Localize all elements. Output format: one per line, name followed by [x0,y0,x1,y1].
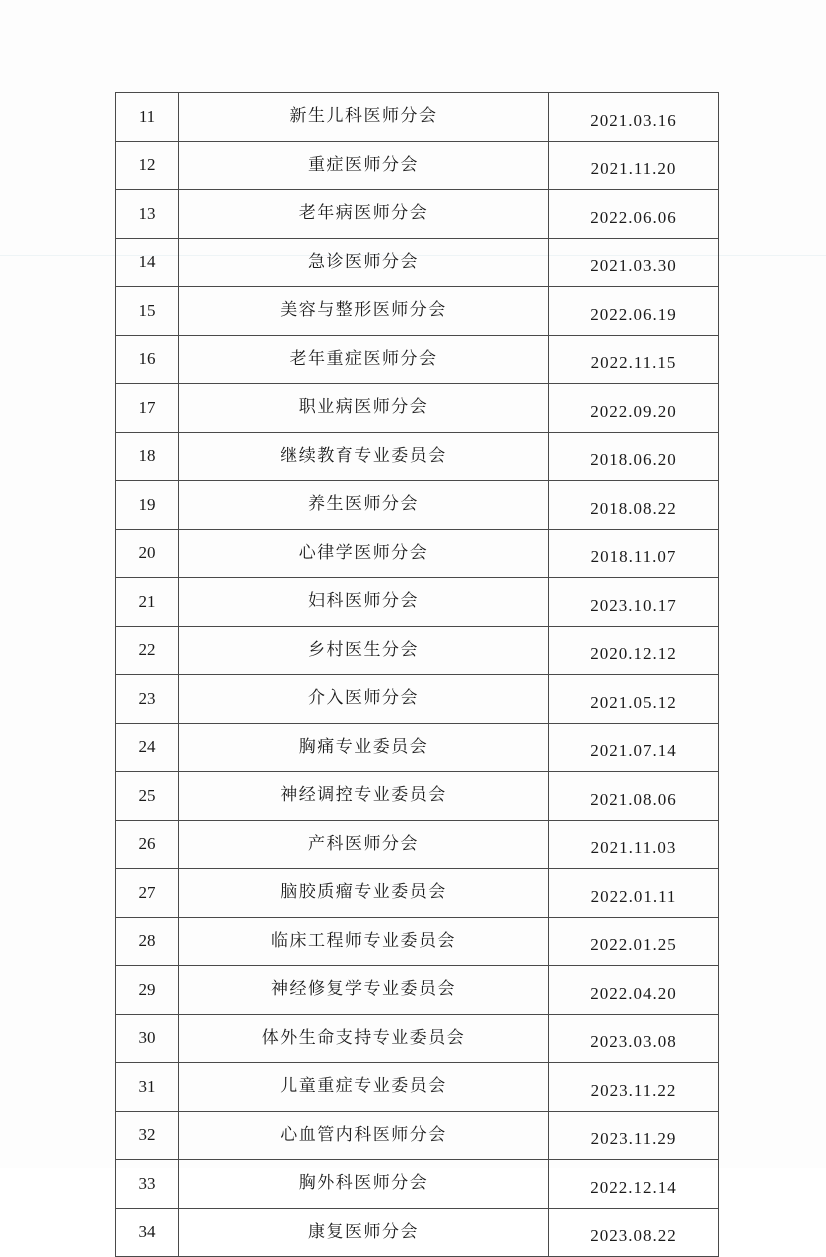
branch-registry-table [115,92,719,1257]
organization-name-cell: 职业病医师分会 [179,384,549,433]
established-date-cell: 2021.05.12 [549,675,719,724]
row-number-cell: 20 [116,529,179,578]
row-number-cell: 14 [116,238,179,287]
organization-name-cell: 养生医师分会 [179,481,549,530]
organization-name-cell: 神经调控专业委员会 [179,772,549,821]
established-date-cell: 2021.08.06 [549,772,719,821]
established-date-cell: 2022.06.19 [549,287,719,336]
row-number-cell: 16 [116,335,179,384]
organization-name-cell: 美容与整形医师分会 [179,287,549,336]
row-number-cell: 34 [116,1208,179,1257]
established-date-cell: 2022.09.20 [549,384,719,433]
organization-name-cell: 老年重症医师分会 [179,335,549,384]
table-row [116,141,719,190]
established-date-cell: 2021.11.20 [549,141,719,190]
table-row [116,238,719,287]
organization-name-cell: 心律学医师分会 [179,529,549,578]
row-number-cell: 32 [116,1111,179,1160]
established-date-cell: 2023.03.08 [549,1014,719,1063]
established-date-cell: 2023.11.22 [549,1063,719,1112]
organization-name-cell: 胸痛专业委员会 [179,723,549,772]
organization-name-cell: 临床工程师专业委员会 [179,917,549,966]
organization-name-cell: 胸外科医师分会 [179,1160,549,1209]
established-date-cell: 2018.06.20 [549,432,719,481]
established-date-cell: 2023.11.29 [549,1111,719,1160]
established-date-cell: 2023.10.17 [549,578,719,627]
established-date-cell: 2020.12.12 [549,626,719,675]
row-number-cell: 12 [116,141,179,190]
table-row [116,869,719,918]
established-date-cell: 2022.11.15 [549,335,719,384]
established-date-cell: 2022.01.25 [549,917,719,966]
row-number-cell: 15 [116,287,179,336]
organization-name-cell: 介入医师分会 [179,675,549,724]
table-row [116,1014,719,1063]
organization-name-cell: 急诊医师分会 [179,238,549,287]
established-date-cell: 2018.08.22 [549,481,719,530]
table-row [116,675,719,724]
row-number-cell: 22 [116,626,179,675]
established-date-cell: 2022.06.06 [549,190,719,239]
established-date-cell: 2021.11.03 [549,820,719,869]
organization-name-cell: 妇科医师分会 [179,578,549,627]
row-number-cell: 17 [116,384,179,433]
table-row [116,626,719,675]
table-row [116,529,719,578]
table-row [116,93,719,142]
row-number-cell: 25 [116,772,179,821]
organization-name-cell: 新生儿科医师分会 [179,93,549,142]
row-number-cell: 18 [116,432,179,481]
organization-name-cell: 老年病医师分会 [179,190,549,239]
row-number-cell: 19 [116,481,179,530]
table-row [116,578,719,627]
row-number-cell: 28 [116,917,179,966]
row-number-cell: 31 [116,1063,179,1112]
organization-name-cell: 神经修复学专业委员会 [179,966,549,1015]
organization-name-cell: 儿童重症专业委员会 [179,1063,549,1112]
organization-name-cell: 乡村医生分会 [179,626,549,675]
organization-name-cell: 康复医师分会 [179,1208,549,1257]
established-date-cell: 2022.01.11 [549,869,719,918]
table-row [116,1160,719,1209]
table-row [116,723,719,772]
organization-name-cell: 脑胶质瘤专业委员会 [179,869,549,918]
table-row [116,966,719,1015]
established-date-cell: 2022.04.20 [549,966,719,1015]
table-row [116,1111,719,1160]
table-row [116,820,719,869]
table-row [116,190,719,239]
table-row [116,917,719,966]
organization-name-cell: 继续教育专业委员会 [179,432,549,481]
row-number-cell: 30 [116,1014,179,1063]
established-date-cell: 2021.03.30 [549,238,719,287]
organization-name-cell: 体外生命支持专业委员会 [179,1014,549,1063]
registry-table-body [116,93,719,1257]
row-number-cell: 27 [116,869,179,918]
table-row [116,1063,719,1112]
organization-name-cell: 重症医师分会 [179,141,549,190]
table-row [116,1208,719,1257]
row-number-cell: 33 [116,1160,179,1209]
organization-name-cell: 产科医师分会 [179,820,549,869]
established-date-cell: 2022.12.14 [549,1160,719,1209]
table-row [116,335,719,384]
row-number-cell: 21 [116,578,179,627]
row-number-cell: 23 [116,675,179,724]
established-date-cell: 2021.07.14 [549,723,719,772]
row-number-cell: 29 [116,966,179,1015]
table-row [116,432,719,481]
table-row [116,772,719,821]
organization-name-cell: 心血管内科医师分会 [179,1111,549,1160]
established-date-cell: 2023.08.22 [549,1208,719,1257]
table-row [116,481,719,530]
established-date-cell: 2021.03.16 [549,93,719,142]
established-date-cell: 2018.11.07 [549,529,719,578]
table-row [116,287,719,336]
table-row [116,384,719,433]
row-number-cell: 13 [116,190,179,239]
row-number-cell: 24 [116,723,179,772]
row-number-cell: 26 [116,820,179,869]
row-number-cell: 11 [116,93,179,142]
